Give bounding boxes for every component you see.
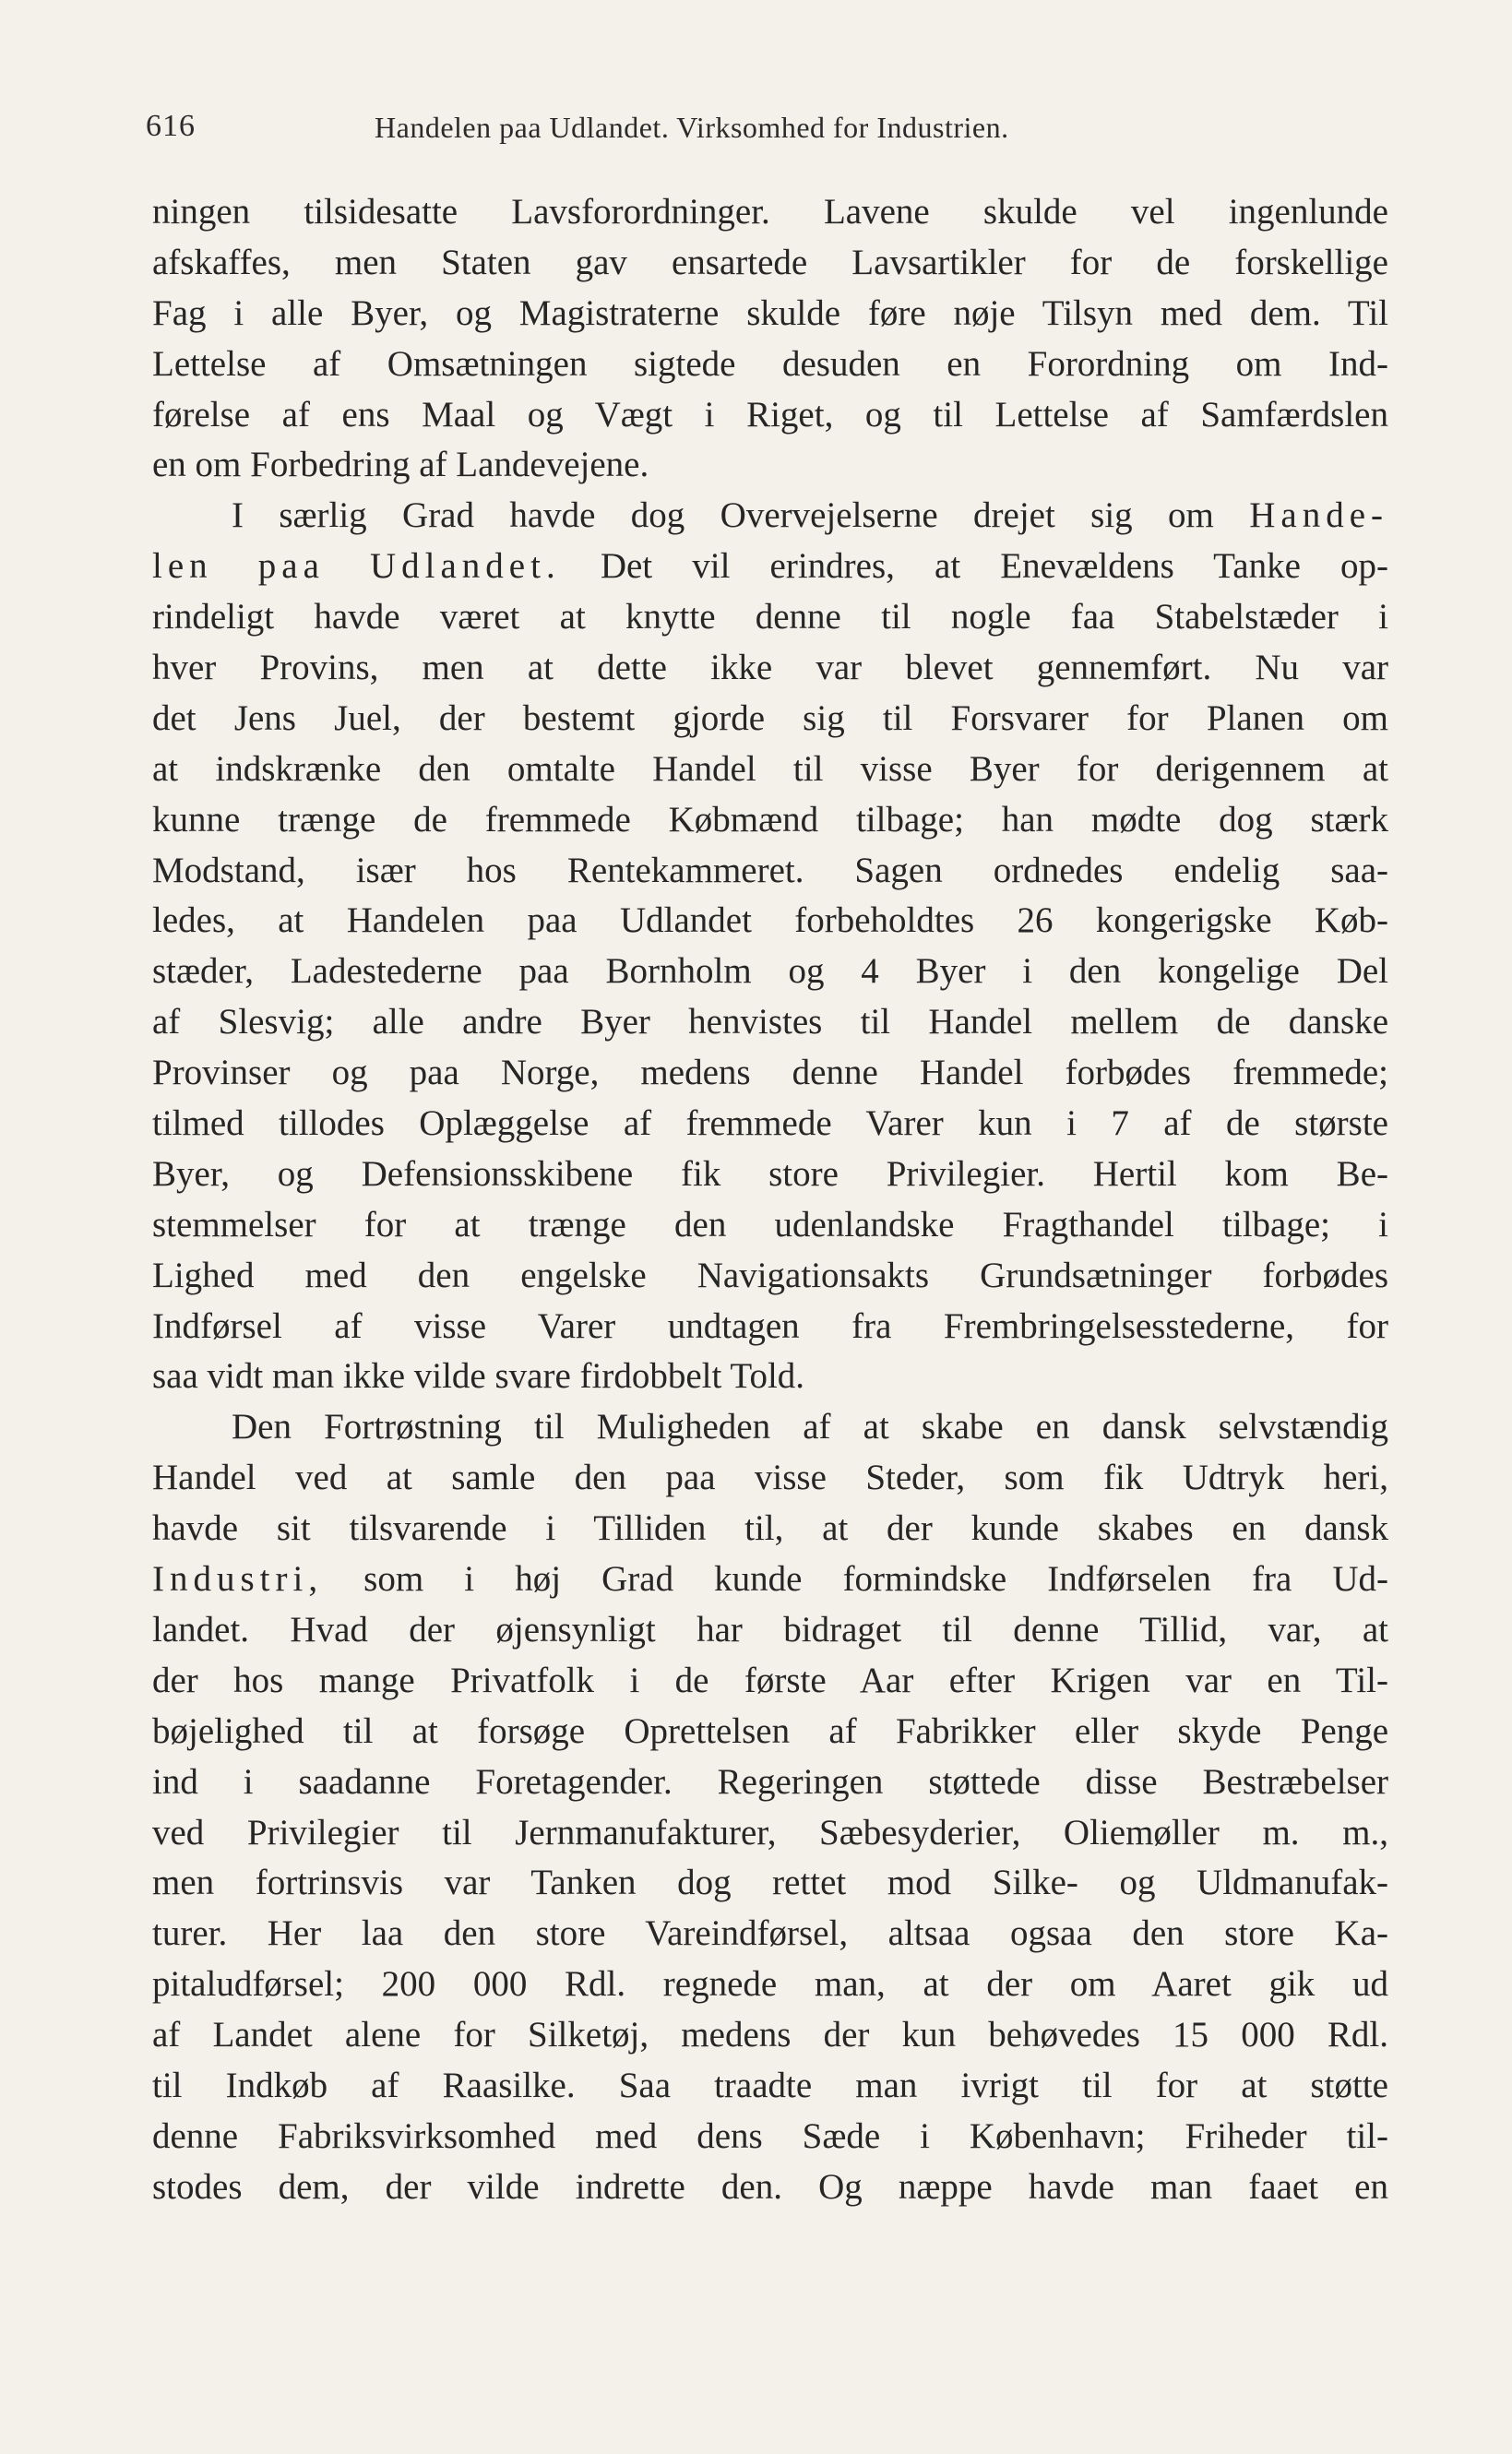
page-number: 616: [146, 109, 196, 143]
text-line: pitaludførsel; 200 000 Rdl. regnede man, at der om Aaret gik ud: [152, 1964, 1388, 2005]
text-line: landet. Hvad der øjensynligt har bidraget til denne Tillid, var, at: [152, 1609, 1388, 1650]
text-line: denne Fabriksvirksomhed med dens Sæde i København; Friheder til-: [152, 2115, 1388, 2156]
emphasized-text: Industri,: [152, 1559, 324, 1600]
text-line: stemmelser for at trænge den udenlandske Fragthandel tilbage; i: [152, 1204, 1388, 1245]
text-line: Provinser og paa Norge, medens denne Handel forbødes fremmede;: [152, 1053, 1388, 1093]
text-line: bøjelighed til at forsøge Oprettelsen af Fabrikker eller skyde Penge: [152, 1710, 1388, 1751]
emphasized-text: Hande-: [1249, 495, 1388, 536]
text-line: [152, 542, 1388, 592]
running-header: [146, 109, 1382, 155]
text-line: men fortrinsvis var Tanken dog rettet mod Silke- og Uldmanufak-: [152, 1863, 1388, 1903]
text-line: at indskrænke den omtalte Handel til visse Byer for derigennem at: [152, 748, 1388, 789]
running-title: Handelen paa Udlandet. Virksomhed for Industrien.: [375, 111, 1009, 144]
paragraph-start-line: [152, 491, 1388, 542]
text-line: havde sit tilsvarende i Tilliden til, at der kunde skabes en dansk: [152, 1508, 1388, 1549]
text-line: ved Privilegier til Jernmanufakturer, Sæbesyderier, Oliemøller m. m.,: [152, 1812, 1388, 1852]
text-line: Indførsel af visse Varer undtagen fra Frembringelsesstederne, for: [152, 1305, 1388, 1346]
text-line: af Slesvig; alle andre Byer henvistes til Handel mellem de danske: [152, 1002, 1388, 1042]
text-line: det Jens Juel, der bestemt gjorde sig til Forsvarer for Planen om: [152, 697, 1388, 738]
text-run: som i høj Grad kunde formindske Indførselen fra Ud-: [323, 1559, 1388, 1600]
text-line: til Indkøb af Raasilke. Saa traadte man ivrigt til for at støtte: [152, 2065, 1388, 2105]
text-run: Det vil erindres, at Enevældens Tanke op-: [560, 546, 1388, 587]
emphasized-text: len paa Udlandet.: [152, 546, 561, 587]
text-line: af Landet alene for Silketøj, medens der kun behøvedes 15 000 Rdl.: [152, 2015, 1388, 2055]
text-line: Fag i alle Byer, og Magistraterne skulde føre nøje Tilsyn med dem. Til: [152, 292, 1388, 333]
text-line: [152, 1555, 1388, 1605]
text-line: stodes dem, der vilde indrette den. Og næppe havde man faaet en: [152, 2166, 1388, 2207]
text-line: rindeligt havde været at knytte denne til nogle faa Stabelstæder i: [152, 597, 1388, 637]
paragraph-end-line: saa vidt man ikke vilde svare firdobbelt Told.: [152, 1356, 805, 1397]
text-line: Handel ved at samle den paa visse Steder, som fik Udtryk heri,: [152, 1458, 1388, 1498]
text-line: Byer, og Defensionsskibene fik store Privilegier. Hertil kom Be-: [152, 1153, 1388, 1194]
text-line: hver Provins, men at dette ikke var blevet gennemført. Nu var: [152, 648, 1388, 688]
text-line: førelse af ens Maal og Vægt i Riget, og til Lettelse af Samfærdslen: [152, 394, 1388, 435]
text-line: tilmed tillodes Oplæggelse af fremmede Varer kun i 7 af de største: [152, 1103, 1388, 1144]
text-run: I særlig Grad havde dog Overvejelserne drejet sig om: [232, 495, 1250, 536]
text-line: afskaffes, men Staten gav ensartede Lavsartikler for de forskellige: [152, 242, 1388, 282]
text-line: Modstand, især hos Rentekammeret. Sagen ordnedes endelig saa-: [152, 850, 1388, 890]
paragraph-start-line: Den Fortrøstning til Muligheden af at skabe en dansk selvstændig: [232, 1407, 1388, 1447]
text-line: ningen tilsidesatte Lavsforordninger. Lavene skulde vel ingenlunde: [152, 192, 1388, 232]
paragraph-end-line: en om Forbedring af Landevejene.: [152, 445, 649, 485]
text-line: ind i saadanne Foretagender. Regeringen støttede disse Bestræbelser: [152, 1761, 1388, 1802]
text-line: Lettelse af Omsætningen sigtede desuden en Forordning om Ind-: [152, 343, 1388, 384]
body-text: [152, 187, 1388, 2213]
text-line: der hos mange Privatfolk i de første Aar efter Krigen var en Til-: [152, 1660, 1388, 1700]
text-line: ledes, at Handelen paa Udlandet forbeholdtes 26 kongerigske Køb-: [152, 900, 1388, 941]
text-line: Lighed med den engelske Navigationsakts Grundsætninger forbødes: [152, 1255, 1388, 1295]
text-line: turer. Her laa den store Vareindførsel, altsaa ogsaa den store Ka-: [152, 1913, 1388, 1954]
text-line: kunne trænge de fremmede Købmænd tilbage; han mødte dog stærk: [152, 799, 1388, 840]
text-line: stæder, Ladestederne paa Bornholm og 4 Byer i den kongelige Del: [152, 951, 1388, 992]
